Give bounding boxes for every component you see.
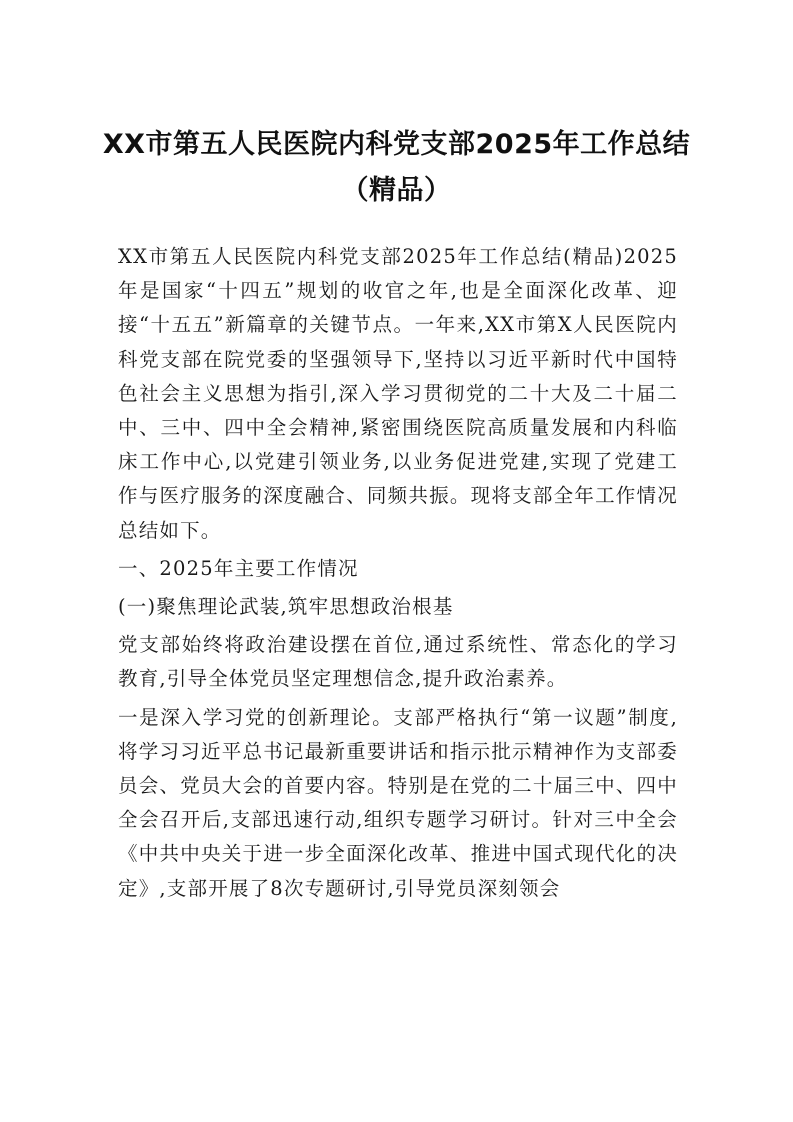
section-heading: 一、2025年主要工作情况 xyxy=(118,556,359,580)
subsection-heading: (一)聚焦理论武装,筑牢思想政治根基 xyxy=(118,595,454,619)
paragraph: 党支部始终将政治建设摆在首位,通过系统性、常态化的学习教育,引导全体党员坚定理想信念,提升政治素养。 xyxy=(118,633,678,691)
document-body xyxy=(118,240,678,910)
paragraph: 一是深入学习党的创新理论。支部严格执行“第一议题”制度,将学习习近平总书记最新重要讲话和指示批示精神作为支部委员会、党员大会的首要内容。特别是在党的二十届三中、四中全会召开后,支部迅速行动,组织专题学习研讨。针对三中全会《中共中央关于进一步全面深化改革、推进中国式现代化的决定》,支部开展了8次专题研讨,引导党员深刻领会 xyxy=(118,705,678,900)
document-title: XX市第五人民医院内科党支部2025年工作总结（精品） xyxy=(102,129,691,206)
paragraph-intro: XX市第五人民医院内科党支部2025年工作总结(精品)2025年是国家“十四五”规划的收官之年,也是全面深化改革、迎接“十五五”新篇章的关键节点。一年来,XX市第X人民医院内科党支部在院党委的坚强领导下,坚持以习近平新时代中国特色社会主义思想为指引,深入学习贯彻党的二十大及二十届二中、三中、四中全会精神,紧密围绕医院高质量发展和内科临床工作中心,以党建引领业务,以业务促进党建,实现了党建工作与医疗服务的深度融合、同频共振。现将支部全年工作情况总结如下。 xyxy=(118,245,678,542)
